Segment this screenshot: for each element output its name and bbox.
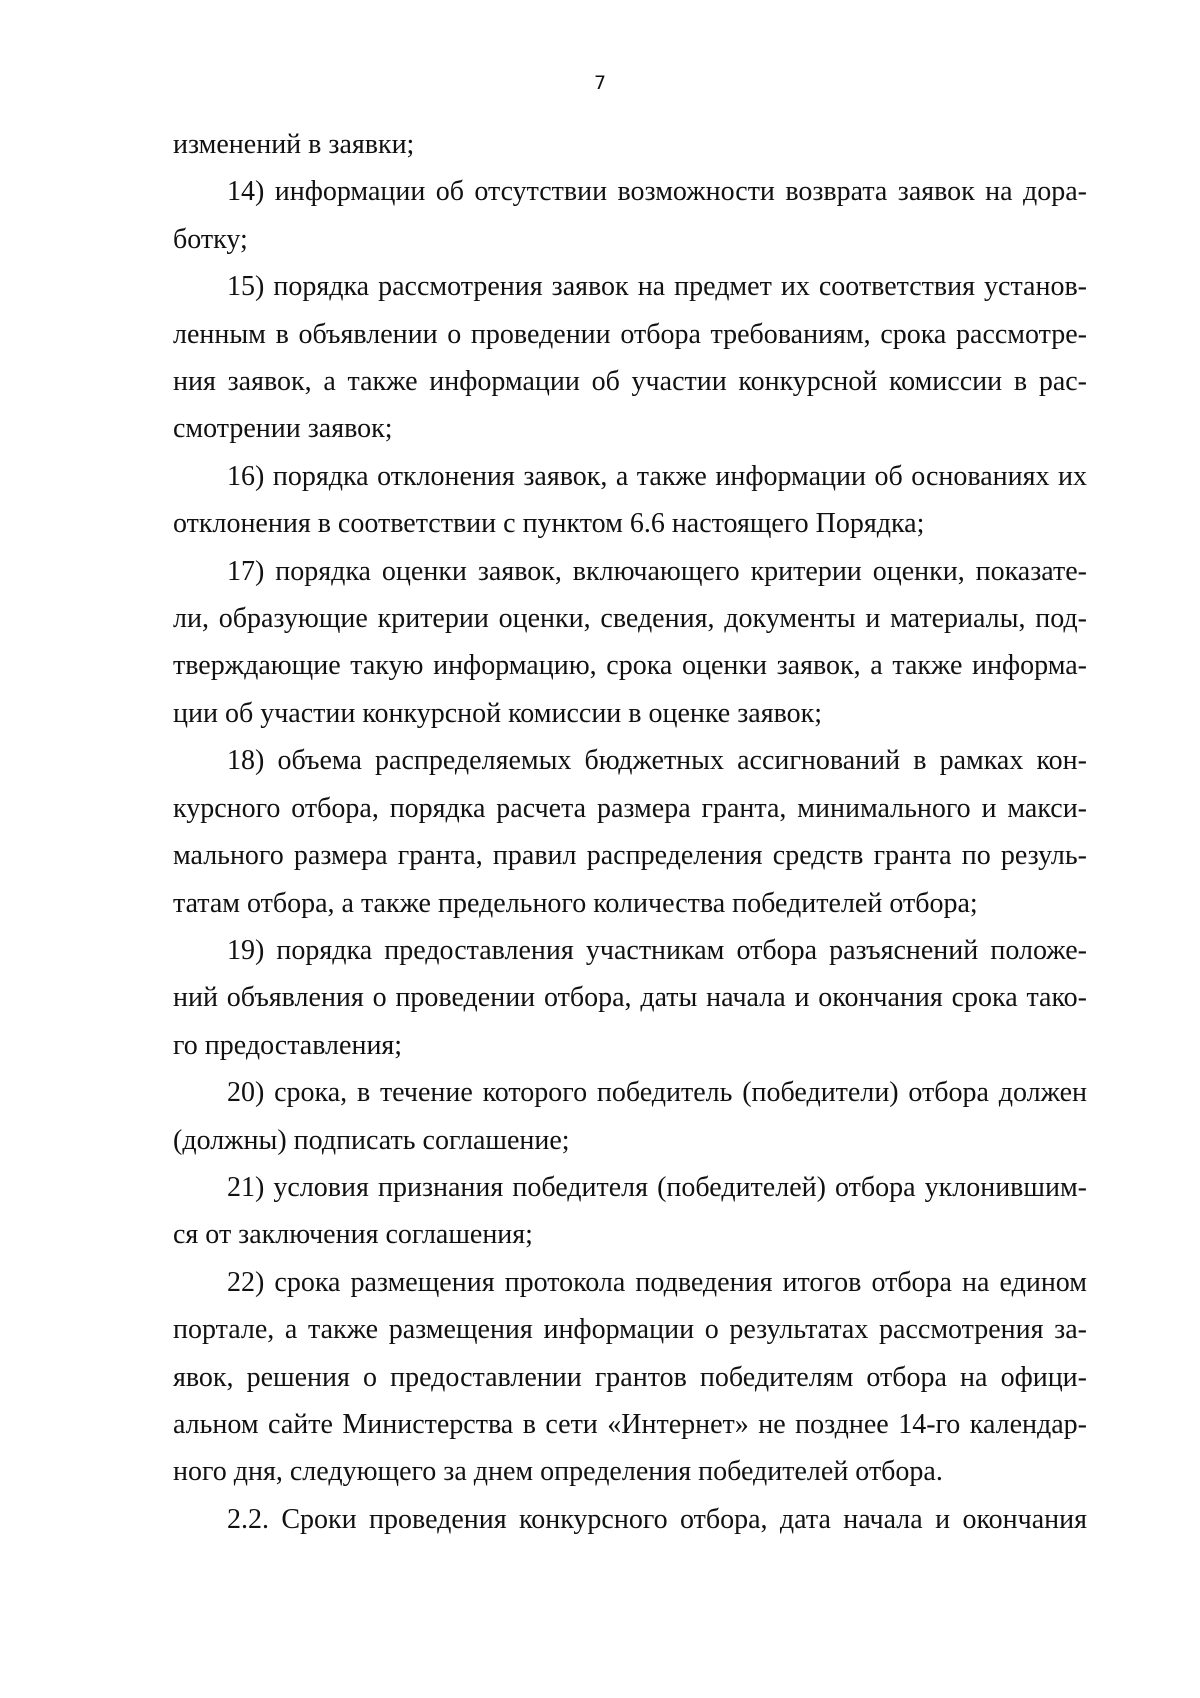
page-number: 7 xyxy=(593,72,607,94)
paragraph-p-cont xyxy=(173,121,1087,168)
text-line: 17) порядка оценки заявок, включающего критерии оценки, показате- xyxy=(227,555,1087,587)
text-line: го предоставления; xyxy=(173,1029,403,1061)
paragraph-p14 xyxy=(173,168,1087,263)
text-line: 19) порядка предоставления участникам отбора разъяснений положе- xyxy=(227,934,1087,966)
text-line: явок, решения о предоставлении грантов победителям отбора на офици- xyxy=(173,1361,1087,1393)
text-line: изменений в заявки; xyxy=(173,129,415,160)
text-line: ли, образующие критерии оценки, сведения, документы и материалы, под- xyxy=(173,603,1087,635)
paragraph-p2-2 xyxy=(173,1496,1087,1543)
text-line: ботку; xyxy=(173,223,248,255)
text-line: 21) условия признания победителя (победителей) отбора уклонившим- xyxy=(227,1171,1087,1203)
paragraph-p18 xyxy=(173,737,1087,927)
paragraph-p20 xyxy=(173,1069,1087,1164)
paragraph-p15 xyxy=(173,263,1087,453)
text-line: мального размера гранта, правил распределения средств гранта по резуль- xyxy=(173,840,1087,872)
paragraph-p17 xyxy=(173,548,1087,738)
paragraph-p21 xyxy=(173,1164,1087,1259)
text-line: (должны) подписать соглашение; xyxy=(173,1124,570,1156)
text-line: 14) информации об отсутствии возможности возврата заявок на дора- xyxy=(227,176,1087,208)
text-line: отклонения в соответствии с пунктом 6.6 настоящего Порядка; xyxy=(173,508,925,540)
text-line: курсного отбора, порядка расчета размера гранта, минимального и макси- xyxy=(173,792,1087,824)
paragraph-p22 xyxy=(173,1259,1087,1496)
text-line: тверждающие такую информацию, срока оценки заявок, а также информа- xyxy=(173,650,1087,682)
document-body xyxy=(173,121,1087,1543)
text-line: 20) срока, в течение которого победитель (победители) отбора должен xyxy=(227,1077,1087,1109)
text-line: ленным в объявлении о проведении отбора требованиям, срока рассмотре- xyxy=(173,318,1087,350)
text-line: смотрении заявок; xyxy=(173,413,393,445)
text-line: ного дня, следующего за днем определения победителей отбора. xyxy=(173,1456,943,1488)
text-line: альном сайте Министерства в сети «Интернет» не позднее 14-го календар- xyxy=(173,1408,1087,1440)
text-line: ции об участии конкурсной комиссии в оценке заявок; xyxy=(173,697,823,729)
paragraph-p16 xyxy=(173,453,1087,548)
text-line: 22) срока размещения протокола подведения итогов отбора на едином xyxy=(227,1266,1087,1298)
text-line: портале, а также размещения информации о результатах рассмотрения за- xyxy=(173,1314,1087,1346)
text-line: ния заявок, а также информации об участии конкурсной комиссии в рас- xyxy=(173,366,1087,398)
text-line: 16) порядка отклонения заявок, а также информации об основаниях их xyxy=(227,460,1087,492)
text-line: 18) объема распределяемых бюджетных ассигнований в рамках кон- xyxy=(227,745,1087,777)
text-line: ся от заключения соглашения; xyxy=(173,1219,533,1251)
paragraph-p19 xyxy=(173,927,1087,1069)
text-line: татам отбора, а также предельного количества победителей отбора; xyxy=(173,887,978,919)
text-line: 15) порядка рассмотрения заявок на предмет их соответствия установ- xyxy=(227,271,1087,303)
text-line: ний объявления о проведении отбора, даты начала и окончания срока тако- xyxy=(173,982,1087,1014)
text-line: 2.2. Сроки проведения конкурсного отбора, дата начала и окончания xyxy=(227,1503,1087,1535)
